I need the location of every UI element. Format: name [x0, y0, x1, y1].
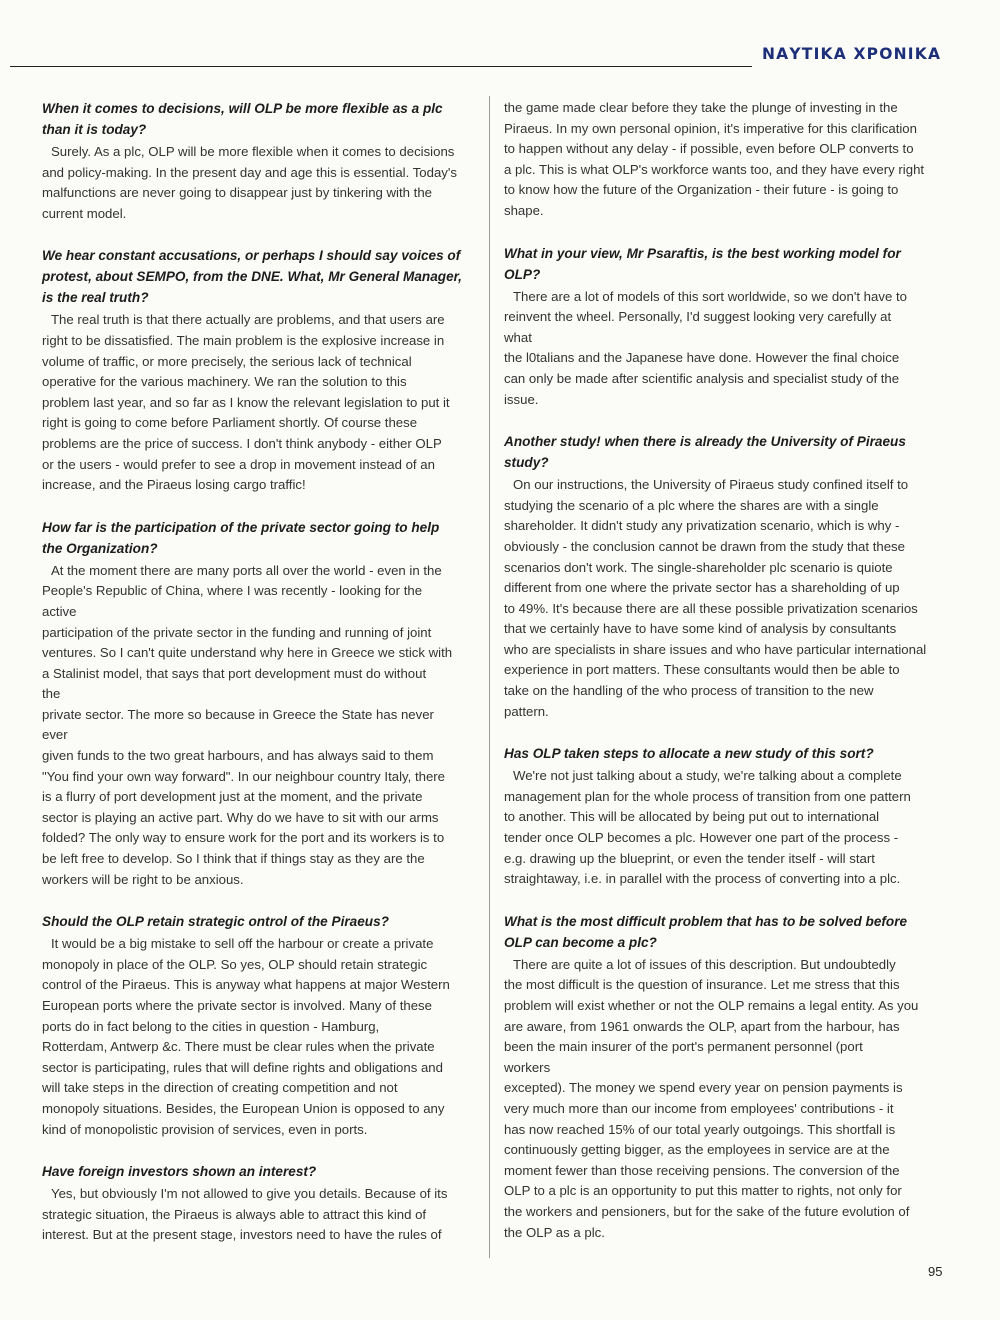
answer-line: are aware, from 1961 onwards the OLP, apart from the harbour, has	[504, 1018, 900, 1034]
answer-line: right is going to come before Parliament shortly. Of course these	[42, 415, 418, 431]
answer-line: very much more than our income from employees' contributions - it	[504, 1100, 894, 1116]
answer-line: experience in port matters. These consultants would then be able to	[504, 662, 900, 678]
answer-line: interest. But at the present stage, investors need to have the rules of	[42, 1227, 442, 1243]
question-line: the Organization?	[42, 540, 158, 556]
qa-block	[504, 743, 940, 890]
interview-answer	[504, 955, 940, 1243]
question-line: OLP can become a plc?	[504, 934, 657, 950]
answer-line: We're not just talking about a study, we're talking about a complete	[513, 768, 902, 784]
answer-line: folded? The only way to ensure work for the port and its workers is to	[42, 830, 445, 846]
answer-line: continuously getting bigger, as the employees in service are at the	[504, 1142, 890, 1158]
qa-block	[42, 98, 474, 224]
interview-answer	[504, 766, 940, 890]
question-line: is the real truth?	[42, 290, 149, 306]
answer-line: Rotterdam, Antwerp &c. There must be clear rules when the private	[42, 1039, 435, 1055]
answer-line: a plc. This is what OLP's workforce wants too, and they have every right	[504, 161, 925, 177]
qa-block	[504, 431, 940, 722]
answer-line: will take steps in the direction of creating competition and not	[42, 1080, 398, 1096]
interview-question	[42, 517, 474, 559]
answer-line: At the moment there are many ports all over the world - even in the	[51, 562, 442, 578]
answer-line: ports do in fact belong to the cities in question - Hamburg,	[42, 1018, 380, 1034]
page-number: 95	[928, 1264, 943, 1279]
answer-line: ever	[42, 727, 68, 743]
interview-answer	[42, 142, 474, 224]
answer-line: been the main insurer of the port's permanent personnel (port	[504, 1039, 863, 1055]
answer-line: right to be dissatisfied. The main problem is the explosive increase in	[42, 332, 445, 348]
answer-line: the	[42, 686, 61, 702]
question-line: Has OLP taken steps to allocate a new study of this sort?	[504, 746, 874, 762]
interview-answer	[42, 934, 474, 1140]
answer-line: ventures. So I can't quite understand why here in Greece we stick with	[42, 645, 453, 661]
answer-line: There are quite a lot of issues of this description. But undoubtedly	[513, 956, 896, 972]
interview-answer	[42, 561, 474, 891]
answer-line: kind of monopolistic provision of services, even in ports.	[42, 1121, 368, 1137]
answer-line: problem will exist whether or not the OLP remains a legal entity. As you	[504, 998, 919, 1013]
answer-line: and policy-making. In the present day and age this is essential. Today's	[42, 164, 457, 180]
question-line: How far is the participation of the private sector going to help	[42, 519, 440, 535]
qa-block	[504, 243, 940, 411]
answer-line: operative for the various machinery. We ran the solution to this	[42, 374, 407, 390]
question-line: Another study! when there is already the University of Piraeus	[504, 434, 906, 450]
interview-answer	[42, 1184, 474, 1246]
answer-line: pattern.	[504, 703, 549, 719]
answer-line: workers will be right to be anxious.	[42, 871, 244, 887]
interview-question	[504, 431, 940, 473]
interview-question	[42, 911, 474, 932]
question-line: Should the OLP retain strategic ontrol of the Piraeus?	[42, 914, 389, 930]
answer-line: to know how the future of the Organization - their future - is going to	[504, 182, 899, 198]
answer-line: increase, and the Piraeus losing cargo traffic!	[42, 477, 306, 493]
answer-line: The real truth is that there actually are problems, and that users are	[51, 312, 445, 328]
answer-line: e.g. drawing up the blueprint, or even the tender itself - will start	[504, 850, 875, 866]
answer-line: the game made clear before they take the plunge of investing in the	[504, 100, 898, 115]
qa-block	[42, 517, 474, 891]
answer-line: shareholder. It didn't study any privatization scenario, which is why -	[504, 518, 900, 534]
qa-block	[504, 911, 940, 1243]
question-line: What in your view, Mr Psaraftis, is the best working model for	[504, 245, 901, 261]
question-line: than it is today?	[42, 122, 147, 137]
question-line: What is the most difficult problem that has to be solved before	[504, 913, 908, 929]
answer-line: strategic situation, the Piraeus is always able to attract this kind of	[42, 1206, 427, 1222]
answer-line: problem last year, and so far as I know the relevant legislation to put it	[42, 394, 450, 410]
answer-line: workers	[504, 1059, 551, 1075]
answer-line: can only be made after scientific analysis and specialist study of the	[504, 370, 900, 386]
answer-line: management plan for the whole process of transition from one pattern	[504, 788, 911, 804]
header-rule	[10, 66, 752, 67]
answer-line: obviously - the conclusion cannot be drawn from the study that these	[504, 538, 905, 554]
question-line: We hear constant accusations, or perhaps I should say voices of	[42, 248, 461, 264]
answer-line: monopoly in place of the OLP. So yes, OLP should retain strategic	[42, 956, 428, 972]
left-column	[42, 98, 474, 1267]
answer-line: or the users - would prefer to see a drop in movement instead of an	[42, 456, 435, 472]
interview-question	[42, 245, 474, 308]
answer-line: Piraeus. In my own personal opinion, it's imperative for this clarification	[504, 120, 917, 136]
qa-block	[42, 245, 474, 495]
answer-line: to another. This will be allocated by being put out to international	[504, 809, 880, 825]
question-line: OLP?	[504, 266, 541, 282]
answer-line: take on the handling of the who process of transition to the new	[504, 683, 874, 699]
answer-line: excepted). The money we spend every year on pension payments is	[504, 1080, 903, 1096]
interview-answer	[504, 287, 940, 411]
answer-line: Surely. As a plc, OLP will be more flexible when it comes to decisions	[51, 144, 455, 159]
interview-question	[504, 743, 940, 764]
answer-line: a Stalinist model, that says that port development must do without	[42, 665, 427, 681]
answer-line: issue.	[504, 391, 539, 407]
interview-answer	[504, 98, 940, 222]
qa-block	[42, 1161, 474, 1246]
answer-line: the workers and pensioners, but for the sake of the future evolution of	[504, 1203, 910, 1219]
answer-line: to happen without any delay - if possible, even before OLP converts to	[504, 141, 914, 157]
interview-question	[42, 98, 474, 140]
interview-question	[42, 1161, 474, 1182]
column-divider	[489, 96, 490, 1258]
answer-line: participation of the private sector in the funding and running of joint	[42, 624, 432, 640]
answer-line: studying the scenario of a plc where the shares are with a single	[504, 497, 879, 513]
magazine-masthead: ΝΑΥΤΙΚΑ ΧΡΟΝΙΚΑ	[762, 45, 942, 63]
answer-line: the most difficult is the question of insurance. Let me stress that this	[504, 977, 900, 993]
answer-line: private sector. The more so because in Greece the State has never	[42, 706, 434, 722]
answer-line: who are specialists in share issues and who have particular international	[504, 641, 927, 657]
answer-line: control of the Piraeus. This is anyway what happens at major Western	[42, 977, 450, 993]
answer-line: scenarios don't work. The single-shareholder plc scenario is quiote	[504, 559, 893, 575]
interview-question	[504, 243, 940, 285]
answer-line: the OLP as a plc.	[504, 1224, 605, 1240]
answer-line: moment fewer than those receiving pensions. The conversion of the	[504, 1162, 900, 1178]
answer-line: given funds to the two great harbours, and has always said to them	[42, 748, 434, 764]
right-column	[504, 98, 940, 1264]
answer-line: malfunctions are never going to disappear just by tinkering with the	[42, 185, 432, 201]
interview-question	[504, 911, 940, 953]
answer-line: It would be a big mistake to sell off the harbour or create a private	[51, 936, 434, 952]
question-line: When it comes to decisions, will OLP be more flexible as a plc	[42, 101, 443, 116]
qa-block	[504, 98, 940, 222]
interview-answer	[504, 475, 940, 722]
answer-line: different from one where the private sector has a shareholding of up	[504, 580, 900, 596]
answer-line: straightaway, i.e. in parallel with the process of converting into a plc.	[504, 871, 901, 887]
answer-line: shape.	[504, 202, 544, 218]
answer-line: that we certainly have to have some kind of analysis by consultants	[504, 621, 897, 637]
answer-line: active	[42, 603, 77, 619]
answer-line: to 49%. It's because there are all these possible privatization scenarios	[504, 600, 918, 616]
answer-line: current model.	[42, 205, 127, 221]
answer-line: On our instructions, the University of Piraeus study confined itself to	[513, 477, 909, 493]
answer-line: what	[504, 329, 532, 345]
answer-line: Yes, but obviously I'm not allowed to give you details. Because of its	[51, 1186, 448, 1202]
question-line: protest, about SEMPO, from the DNE. What, Mr General Manager,	[42, 269, 462, 285]
answer-line: "You find your own way forward". In our neighbour country Italy, there	[42, 768, 446, 784]
answer-line: sector is participating, rules that will define rights and obligations and	[42, 1059, 443, 1075]
answer-line: People's Republic of China, where I was recently - looking for the	[42, 583, 423, 599]
answer-line: the l0talians and the Japanese have done. However the final choice	[504, 350, 900, 366]
answer-line: European ports where the private sector is involved. Many of these	[42, 998, 432, 1013]
answer-line: is a flurry of port development just at the moment, and the private	[42, 789, 423, 805]
answer-line: tender once OLP becomes a plc. However one part of the process -	[504, 830, 899, 846]
question-line: study?	[504, 455, 549, 471]
answer-line: sector is playing an active part. Why do we have to sit with our arms	[42, 809, 439, 825]
question-line: Have foreign investors shown an interest?	[42, 1164, 317, 1180]
answer-line: problems are the price of success. I don't think anybody - either OLP	[42, 435, 442, 451]
answer-line: reinvent the wheel. Personally, I'd suggest looking very carefully at	[504, 309, 892, 325]
answer-line: volume of traffic, or more precisely, the serious lack of technical	[42, 353, 412, 369]
interview-answer	[42, 310, 474, 495]
answer-line: be left free to develop. So I think that if things stay as they are the	[42, 851, 425, 867]
answer-line: has now reached 15% of our total yearly outgoings. This shortfall is	[504, 1121, 896, 1137]
answer-line: There are a lot of models of this sort worldwide, so we don't have to	[513, 288, 907, 304]
qa-block	[42, 911, 474, 1140]
answer-line: monopoly situations. Besides, the European Union is opposed to any	[42, 1100, 445, 1116]
answer-line: OLP to a plc is an opportunity to put this matter to rights, not only for	[504, 1183, 902, 1199]
